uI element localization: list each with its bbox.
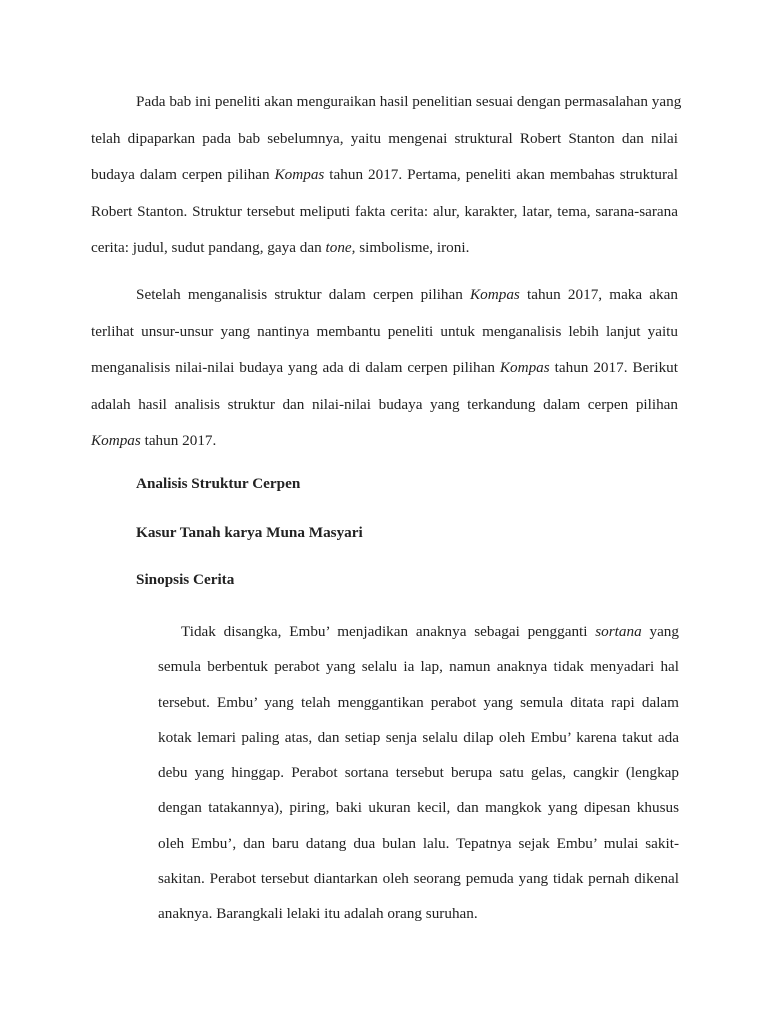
italic-term: Kompas [499, 359, 550, 376]
synopsis-line [158, 614, 679, 649]
italic-term: sortana [595, 623, 642, 640]
second-paragraph [91, 277, 678, 460]
synopsis-line: debu yang hinggap. Perabot sortana tersebut berupa satu gelas, cangkir (lengkap [158, 764, 679, 782]
text-run: simbolisme, ironi. [355, 239, 470, 256]
text-run: Tidak disangka, Embu’ menjadikan anaknya sebagai pengganti [181, 623, 596, 640]
paragraph-line: terlihat unsur-unsur yang nantinya membantu peneliti untuk menganalisis lebih lanjut yaitu [91, 322, 678, 340]
synopsis-line: anaknya. Barangkali lelaki itu adalah orang suruhan. [158, 905, 478, 923]
paragraph-line [91, 157, 678, 194]
synopsis-line: oleh Embu’, dan baru datang dua bulan lalu. Tepatnya sejak Embu’ mulai sakit- [158, 834, 679, 852]
paragraph-line [91, 230, 678, 267]
synopsis-line: sakitan. Perabot tersebut diantarkan oleh seorang pemuda yang tidak pernah dikenal [158, 870, 679, 888]
text-run: menganalisis nilai-nilai budaya yang ada di dalam cerpen pilihan [91, 359, 500, 376]
paragraph-line: Robert Stanton. Struktur tersebut meliputi fakta cerita: alur, karakter, latar, tema, sarana-sarana [91, 202, 678, 220]
synopsis-line: semula berbentuk perabot yang selalu ia lap, namun anaknya tidak menyadari hal [158, 658, 679, 676]
paragraph-line [91, 277, 678, 314]
section-heading-analysis: Analisis Struktur Cerpen [136, 475, 301, 492]
italic-term: Kompas [274, 166, 325, 183]
text-run: budaya dalam cerpen pilihan [91, 166, 275, 183]
text-run: tahun 2017, maka akan [519, 286, 678, 303]
paragraph-line: Pada bab ini peneliti akan menguraikan hasil penelitian sesuai dengan permasalahan yang [136, 93, 682, 110]
text-run: tahun 2017. Pertama, peneliti akan membahas struktural [324, 166, 679, 183]
text-run: tahun 2017. [140, 432, 217, 449]
paragraph-line [91, 423, 678, 460]
italic-term: Kompas [91, 432, 141, 449]
synopsis-line: kotak lemari paling atas, dan setiap senja selalu dilap oleh Embu’ karena takut ada [158, 728, 679, 746]
section-heading-story: Kasur Tanah karya Muna Masyari [136, 524, 363, 541]
paragraph-line: telah dipaparkan pada bab sebelumnya, yaitu mengenai struktural Robert Stanton dan nilai [91, 129, 678, 147]
paragraph-line: adalah hasil analisis struktur dan nilai-nilai budaya yang terkandung dalam cerpen pilihan [91, 395, 678, 413]
section-heading-synopsis: Sinopsis Cerita [136, 571, 235, 588]
synopsis-line: tersebut. Embu’ yang telah menggantikan perabot yang semula ditata rapi dalam [158, 693, 679, 711]
italic-term: Kompas [470, 286, 520, 303]
text-run: cerita: judul, sudut pandang, gaya dan [91, 239, 326, 256]
synopsis-paragraph [158, 614, 679, 932]
text-run: yang [641, 623, 679, 640]
paragraph-line [91, 350, 678, 387]
text-run: Setelah menganalisis struktur dalam cerpen pilihan [136, 286, 471, 303]
italic-term: tone, [325, 239, 356, 256]
text-run: tahun 2017. Berikut [549, 359, 678, 376]
intro-paragraph [91, 84, 682, 267]
synopsis-line: dengan tatakannya), piring, baki ukuran kecil, dan mangkok yang dipesan khusus [158, 799, 679, 817]
